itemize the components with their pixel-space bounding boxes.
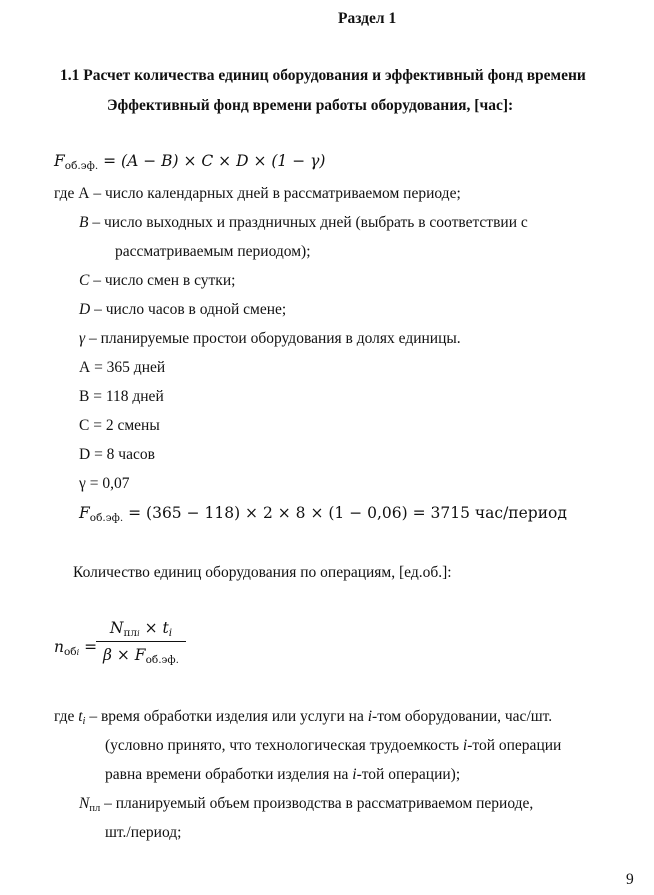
den-sub: об.эф. — [145, 654, 179, 666]
definition-b — [79, 214, 528, 232]
num-sub: пл — [123, 627, 138, 639]
formula-lhs-symbol: F — [54, 152, 65, 170]
def-t-cont2-b: -той операции); — [356, 766, 461, 783]
definition-t-cont1 — [105, 737, 561, 755]
value-gamma: γ = 0,07 — [79, 475, 130, 492]
def-t-cont2-i: i — [352, 766, 357, 783]
def-t-i: i — [367, 708, 373, 725]
def-d-text: – число часов в одной смене; — [90, 301, 287, 318]
definition-t-cont2 — [105, 766, 460, 784]
f2-eq: = — [84, 638, 98, 656]
def-t-text-b: -том оборудовании, час/шт. — [372, 708, 553, 725]
def-n-sub: пл — [89, 803, 101, 814]
definition-c — [79, 272, 235, 290]
formula-fund — [54, 152, 325, 170]
den-beta: β × F — [103, 646, 146, 664]
value-b: В = 118 дней — [79, 388, 164, 405]
def-d-symbol: D — [79, 301, 91, 318]
num-subsub: i — [137, 629, 140, 638]
def-t-cont1-b: -той операции — [467, 737, 562, 754]
formula-lhs-sub: об.эф. — [64, 160, 99, 172]
where-label-2: где — [54, 708, 79, 725]
definition-t — [54, 708, 552, 726]
where-label: где — [54, 185, 75, 202]
definition-a — [54, 185, 461, 203]
def-t-cont2-a: равна времени обработки изделия на — [105, 766, 353, 783]
result-rhs: = (365 − 118) × 2 × 8 × (1 − 0,06) = 3715 час/период — [123, 504, 567, 522]
def-t-symbol: t — [78, 708, 83, 725]
formula-equipment-lhs — [54, 638, 97, 656]
page-number: 9 — [626, 871, 634, 888]
fraction-numerator — [96, 619, 186, 638]
definition-d — [79, 301, 286, 319]
def-c-symbol: C — [79, 272, 90, 289]
def-t-cont1-a: (условно принято, что технологическая трудоемкость — [105, 737, 463, 754]
def-b-symbol: B — [79, 214, 89, 231]
def-b-text: – число выходных и праздничных дней (выбрать в соответствии с — [88, 214, 528, 231]
def-a-symbol: А — [78, 185, 90, 202]
def-n-text: – планируемый объем производства в рассматриваемом периоде, — [100, 795, 534, 812]
value-c: С = 2 смены — [79, 417, 160, 434]
result-lhs-sub: об.эф. — [89, 512, 124, 524]
num-rest: × t — [139, 619, 169, 637]
value-a: А = 365 дней — [79, 359, 166, 376]
def-gamma-text: – планируемые простои оборудования в долях единицы. — [85, 330, 461, 347]
def-n-symbol: N — [79, 795, 90, 812]
result-lhs-symbol: F — [79, 504, 90, 522]
definition-n-cont: шт./период; — [105, 824, 182, 841]
num-symbol: N — [109, 619, 124, 637]
definition-b-cont: рассматриваемым периодом); — [115, 243, 311, 260]
f2-lhs-sub: об — [63, 646, 77, 658]
def-t-sub: i — [82, 716, 86, 727]
subheading-equipment: Количество единиц оборудования по операциям, [ед.об.]: — [73, 564, 452, 581]
section-title: Раздел 1 — [338, 10, 397, 27]
definition-n — [79, 795, 533, 813]
subsection-title: 1.1 Расчет количества единиц оборудования и эффективный фонд времени — [60, 67, 586, 84]
subheading-fund: Эффективный фонд времени работы оборудования, [час]: — [107, 97, 514, 114]
num-t-sub: i — [168, 627, 173, 639]
fraction-denominator — [96, 646, 186, 664]
def-t-cont1-i: i — [462, 737, 468, 754]
def-gamma-symbol: γ — [79, 330, 86, 347]
def-t-text-a: – время обработки изделия или услуги на — [85, 708, 368, 725]
def-c-text: – число смен в сутки; — [89, 272, 236, 289]
fraction-bar — [96, 641, 186, 642]
value-d: D = 8 часов — [79, 446, 155, 463]
f2-lhs-symbol: n — [54, 638, 64, 656]
formula-equipment-fraction — [96, 619, 186, 664]
def-a-text: – число календарных дней в рассматриваемом периоде; — [89, 185, 461, 202]
definition-gamma — [79, 330, 461, 348]
f2-lhs-subsub: i — [76, 648, 80, 657]
formula-rhs: = (A − B) × C × D × (1 − γ) — [103, 152, 326, 170]
result-fund — [79, 504, 567, 522]
